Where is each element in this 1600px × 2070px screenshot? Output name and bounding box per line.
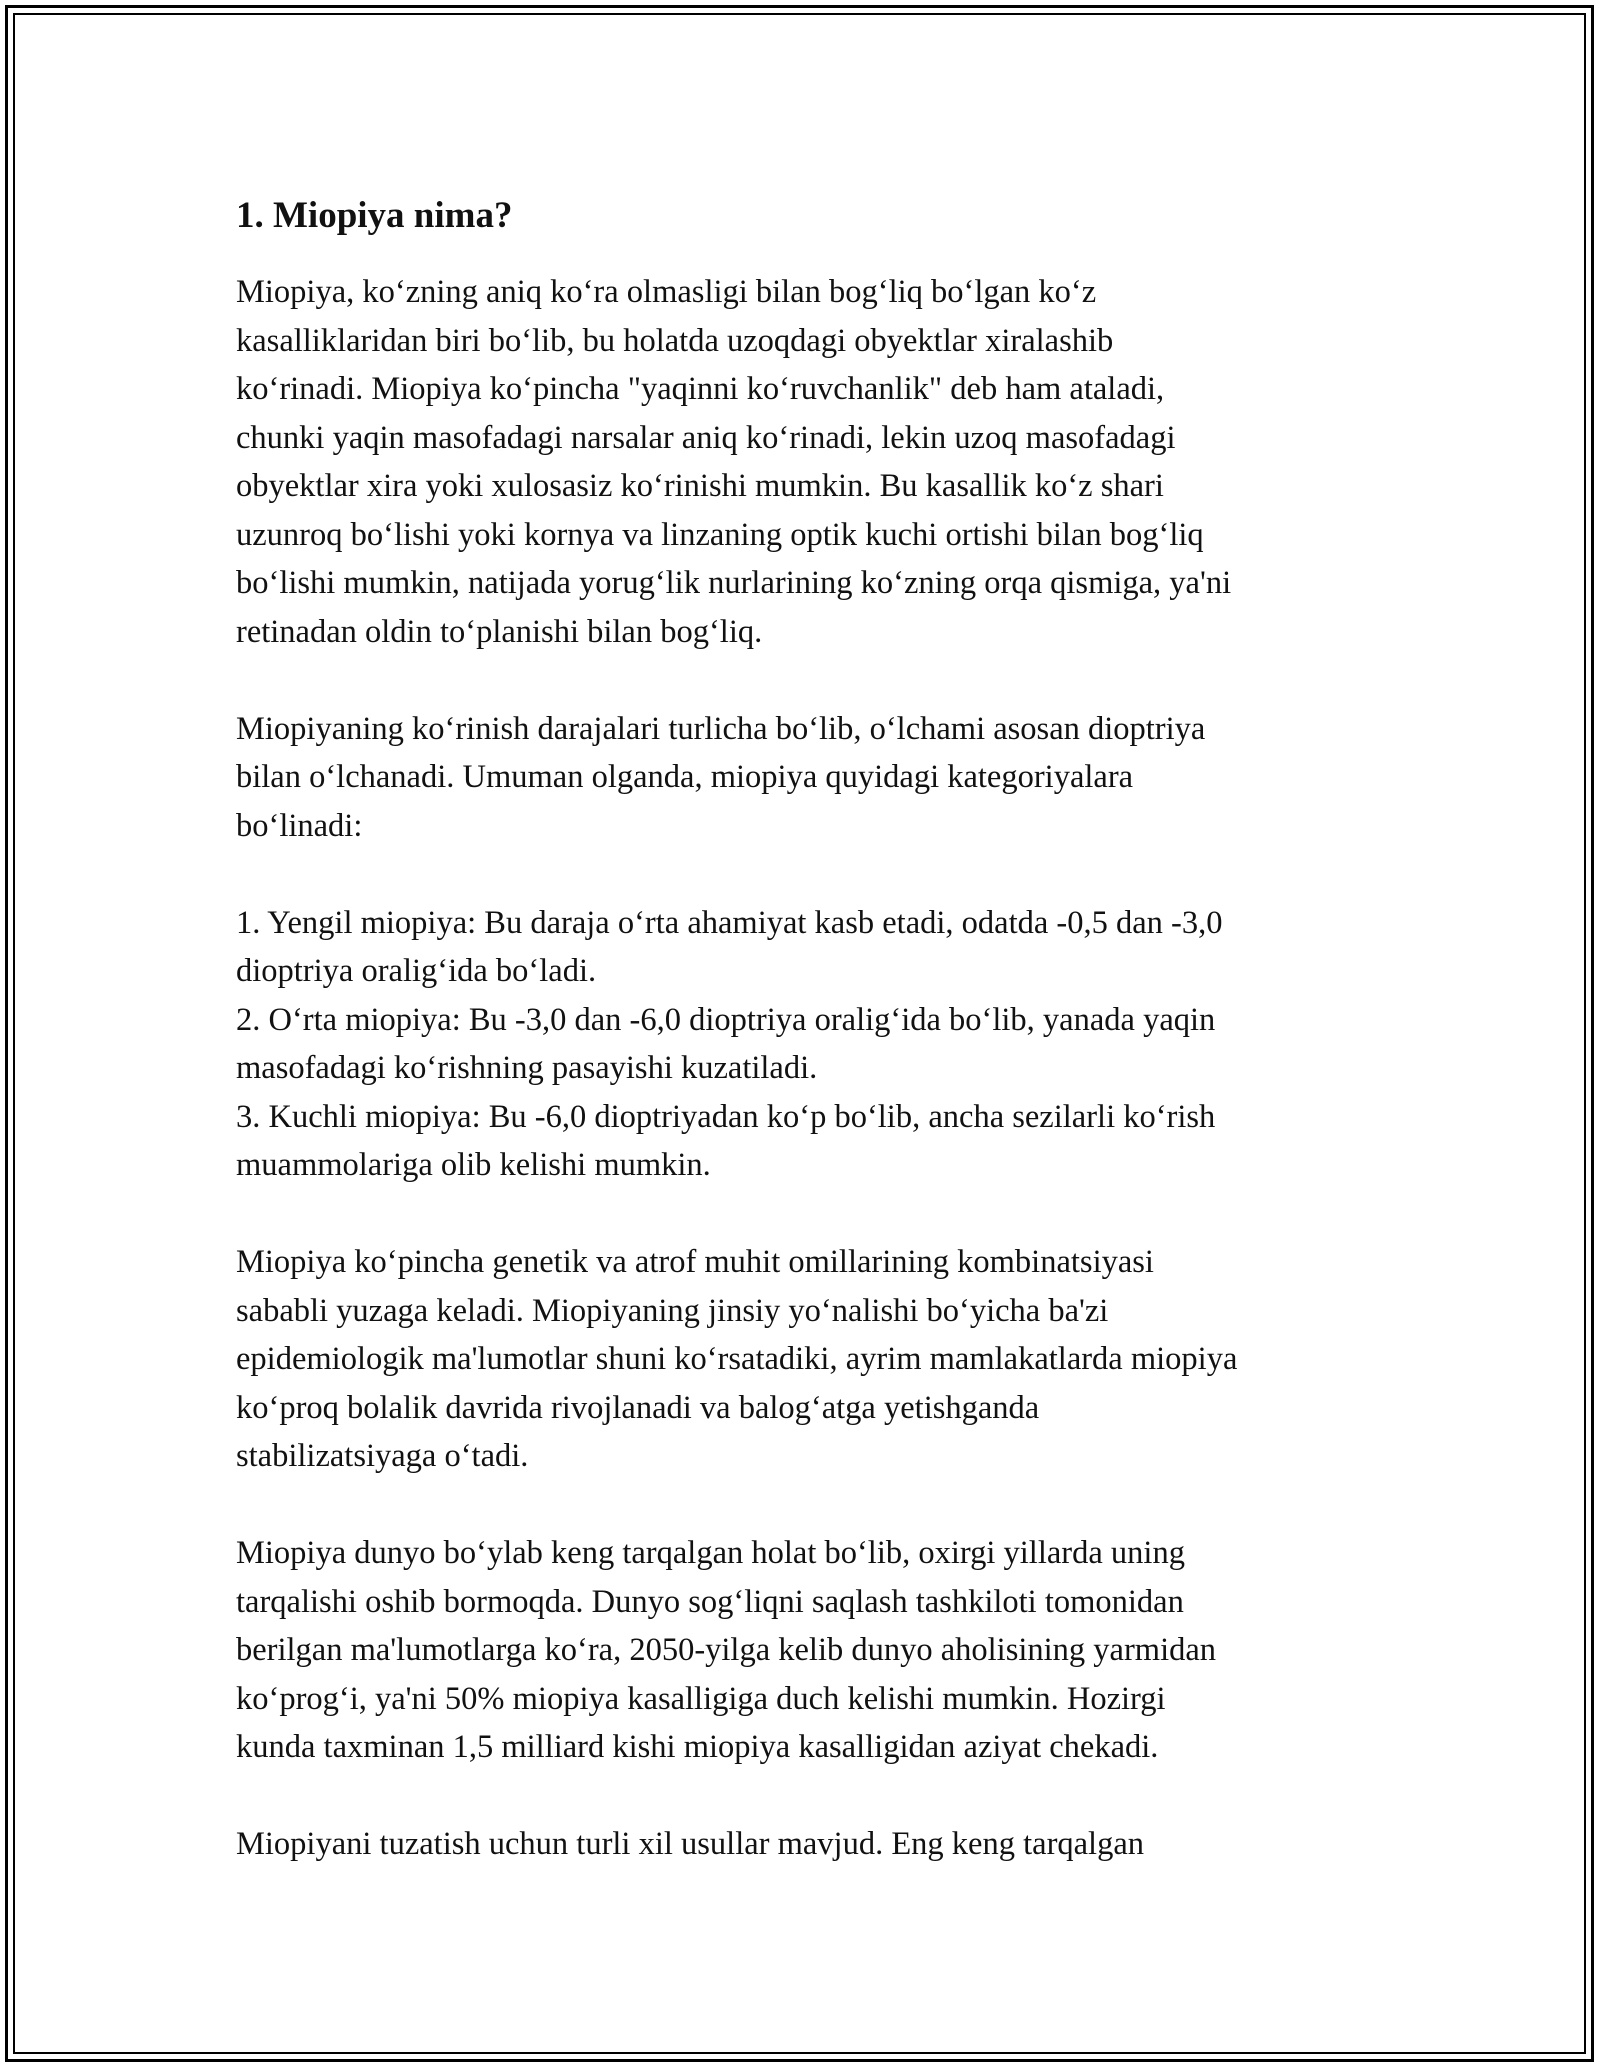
- paragraph-spacer: [236, 850, 1386, 899]
- paragraph-causes: Miopiya koʻpincha genetik va atrof muhit omillarining kombinatsiyasi sababli yuzaga keladi. Miopiyaning jinsiy yoʻnalishi boʻyicha ba'zi epidemiologik ma'lumotlar shuni koʻrsatadiki, ayrim mamlakatlarda miopiya koʻproq bolalik davrida rivojlanadi va balogʻatga yetishganda stabilizatsiyaga oʻtadi.: [236, 1244, 1238, 1474]
- document-body: [236, 188, 1386, 1869]
- paragraph-spacer: [236, 1481, 1386, 1530]
- paragraph-spacer: [236, 656, 1386, 705]
- paragraph-spacer: [236, 1772, 1386, 1821]
- section-heading: 1. Miopiya nima?: [236, 195, 513, 236]
- paragraph-prevalence: Miopiya dunyo boʻylab keng tarqalgan holat boʻlib, oxirgi yillarda uning tarqalishi oshib bormoqda. Dunyo sogʻliqni saqlash tashkiloti tomonidan berilgan ma'lumotlarga koʻra, 2050-yilga kelib dunyo aholisining yarmidan koʻprogʻi, ya'ni 50% miopiya kasalligiga duch kelishi mumkin. Hozirgi kunda taxminan 1,5 milliard kishi miopiya kasalligidan aziyat chekadi.: [236, 1535, 1217, 1765]
- paragraph-definition: Miopiya, koʻzning aniq koʻra olmasligi bilan bogʻliq boʻlgan koʻz kasalliklaridan biri boʻlib, bu holatda uzoqdagi obyektlar xiralashib koʻrinadi. Miopiya koʻpincha "yaqinni koʻruvchanlik" deb ham ataladi, chunki yaqin masofadagi narsalar aniq koʻrinadi, lekin uzoq masofadagi obyektlar xira yoki xulosasiz koʻrinishi mumkin. Bu kasallik koʻz shari uzunroq boʻlishi yoki kornya va linzaning optik kuchi ortishi bilan bogʻliq boʻlishi mumkin, natijada yorugʻlik nurlarining koʻzning orqa qismiga, ya'ni retinadan oldin toʻplanishi bilan bogʻliq.: [236, 274, 1232, 650]
- paragraph-degrees-intro: Miopiyaning koʻrinish darajalari turlicha boʻlib, oʻlchami asosan dioptriya bilan oʻlchanadi. Umuman olganda, miopiya quyidagi kategoriyalara boʻlinadi:: [236, 710, 1206, 844]
- paragraph-spacer: [236, 1190, 1386, 1239]
- paragraph-treatment: Miopiyani tuzatish uchun turli xil usullar mavjud. Eng keng tarqalgan: [236, 1826, 1145, 1862]
- paragraph-degree-list: 1. Yengil miopiya: Bu daraja oʻrta ahamiyat kasb etadi, odatda -0,5 dan -3,0 dioptriya oraligʻida boʻladi. 2. Oʻrta miopiya: Bu -3,0 dan -6,0 dioptriya oraligʻida boʻlib, yanada yaqin masofadagi koʻrishning pasayishi kuzatiladi. 3. Kuchli miopiya: Bu -6,0 dioptriyadan koʻp boʻlib, ancha sezilarli koʻrish muammolariga olib kelishi mumkin.: [236, 904, 1223, 1183]
